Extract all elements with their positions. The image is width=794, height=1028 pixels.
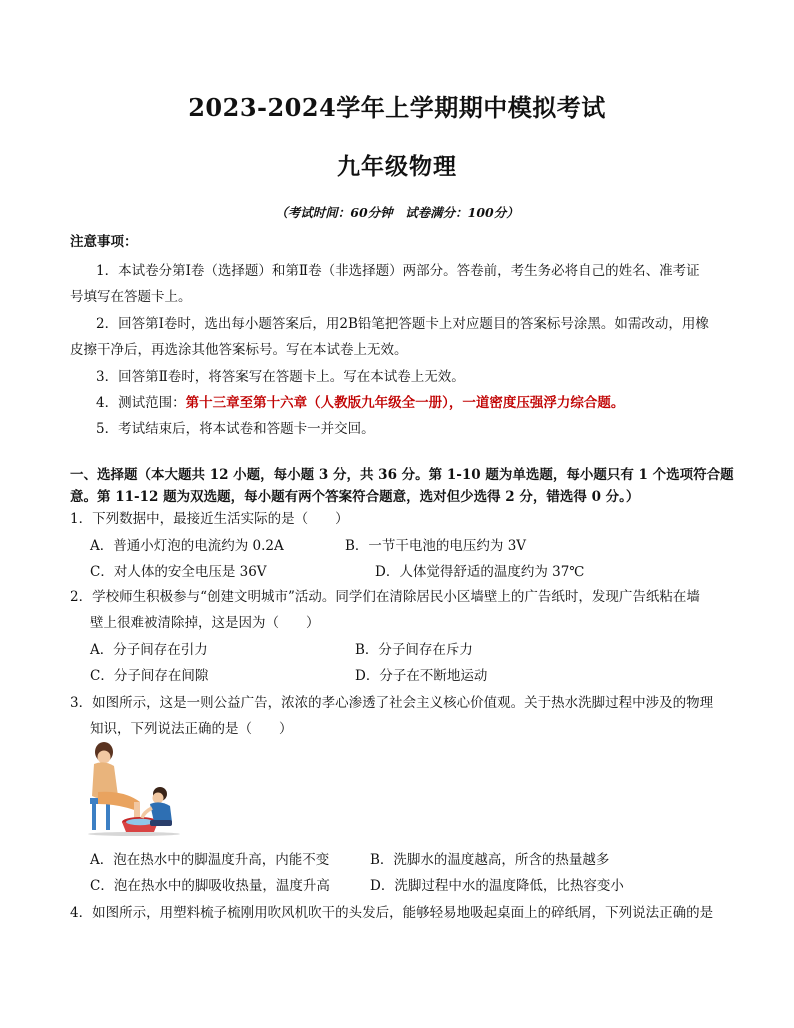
q3-option-b: B．洗脚水的温度越高，所含的热量越多 — [370, 852, 610, 868]
note-1-line-2: 号填写在答题卡上。 — [70, 289, 192, 305]
notes-heading: 注意事项： — [70, 234, 138, 250]
note-2-line-1: 2．回答第Ⅰ卷时，选出每小题答案后，用2B铅笔把答题卡上对应题目的答案标号涂黑。如需改动，用橡 — [96, 316, 709, 332]
q3-option-d: D．洗脚过程中水的温度降低，比热容变小 — [370, 878, 624, 894]
note-2-line-2: 皮擦干净后，再选涂其他答案标号。写在本试卷上无效。 — [70, 342, 408, 358]
note-3: 3．回答第Ⅱ卷时，将答案写在答题卡上。写在本试卷上无效。 — [96, 369, 465, 385]
q2-option-c: C．分子间存在间隙 — [90, 668, 209, 684]
q2-option-a: A．分子间存在引力 — [90, 642, 208, 658]
exam-title: 2023-2024学年上学期期中模拟考试 — [188, 93, 606, 122]
q1-option-a: A．普通小灯泡的电流约为 0.2A — [90, 538, 284, 554]
exam-info: （考试时间：60分钟 试卷满分：100分） — [275, 205, 519, 220]
q1-option-c: C．对人体的安全电压是 36V — [90, 564, 267, 580]
note-4-scope: 第十三章至第十六章（人教版九年级全一册），一道密度压强浮力综合题。 — [185, 395, 625, 411]
q2-stem-line-1: 2．学校师生积极参与“创建文明城市”活动。同学们在清除居民小区墙壁上的广告纸时，发现广告纸粘在墙 — [70, 589, 700, 605]
section-1-heading-line-1: 一、选择题（本大题共 12 小题，每小题 3 分，共 36 分。第 1-10 题为单选题，每小题只有 1 个选项符合题 — [70, 467, 734, 483]
foot-washing-illustration — [84, 740, 184, 836]
note-4-prefix: 4．测试范围： — [96, 395, 186, 411]
q3-stem-line-1: 3．如图所示，这是一则公益广告，浓浓的孝心渗透了社会主义核心价值观。关于热水洗脚过程中涉及的物理 — [70, 695, 714, 711]
section-1-heading-line-2: 意。第 11-12 题为双选题，每小题有两个答案符合题意，选对但少选得 2 分，错选得 0 分。） — [70, 489, 640, 505]
q1-option-b: B．一节干电池的电压约为 3V — [345, 538, 527, 554]
note-5: 5．考试结束后，将本试卷和答题卡一并交回。 — [96, 421, 375, 437]
q1-option-d: D．人体觉得舒适的温度约为 37℃ — [375, 564, 585, 580]
q4-stem-line-1: 4．如图所示，用塑料梳子梳刚用吹风机吹干的头发后，能够轻易地吸起桌面上的碎纸屑，下列说法正确的是 — [70, 905, 714, 921]
q3-option-c: C．泡在热水中的脚吸收热量，温度升高 — [90, 878, 330, 894]
q2-option-b: B．分子间存在斥力 — [355, 642, 473, 658]
note-1-line-1: 1．本试卷分第Ⅰ卷（选择题）和第Ⅱ卷（非选择题）两部分。答卷前，考生务必将自己的姓名、准考证 — [96, 263, 700, 279]
q1-stem: 1．下列数据中，最接近生活实际的是（ ） — [70, 511, 349, 527]
q3-option-a: A．泡在热水中的脚温度升高，内能不变 — [90, 852, 330, 868]
q2-stem-line-2: 壁上很难被清除掉，这是因为（ ） — [90, 615, 320, 631]
note-4 — [96, 394, 624, 412]
q2-option-d: D．分子在不断地运动 — [355, 668, 488, 684]
q3-stem-line-2: 知识，下列说法正确的是（ ） — [90, 721, 293, 737]
exam-subtitle: 九年级物理 — [337, 153, 457, 180]
